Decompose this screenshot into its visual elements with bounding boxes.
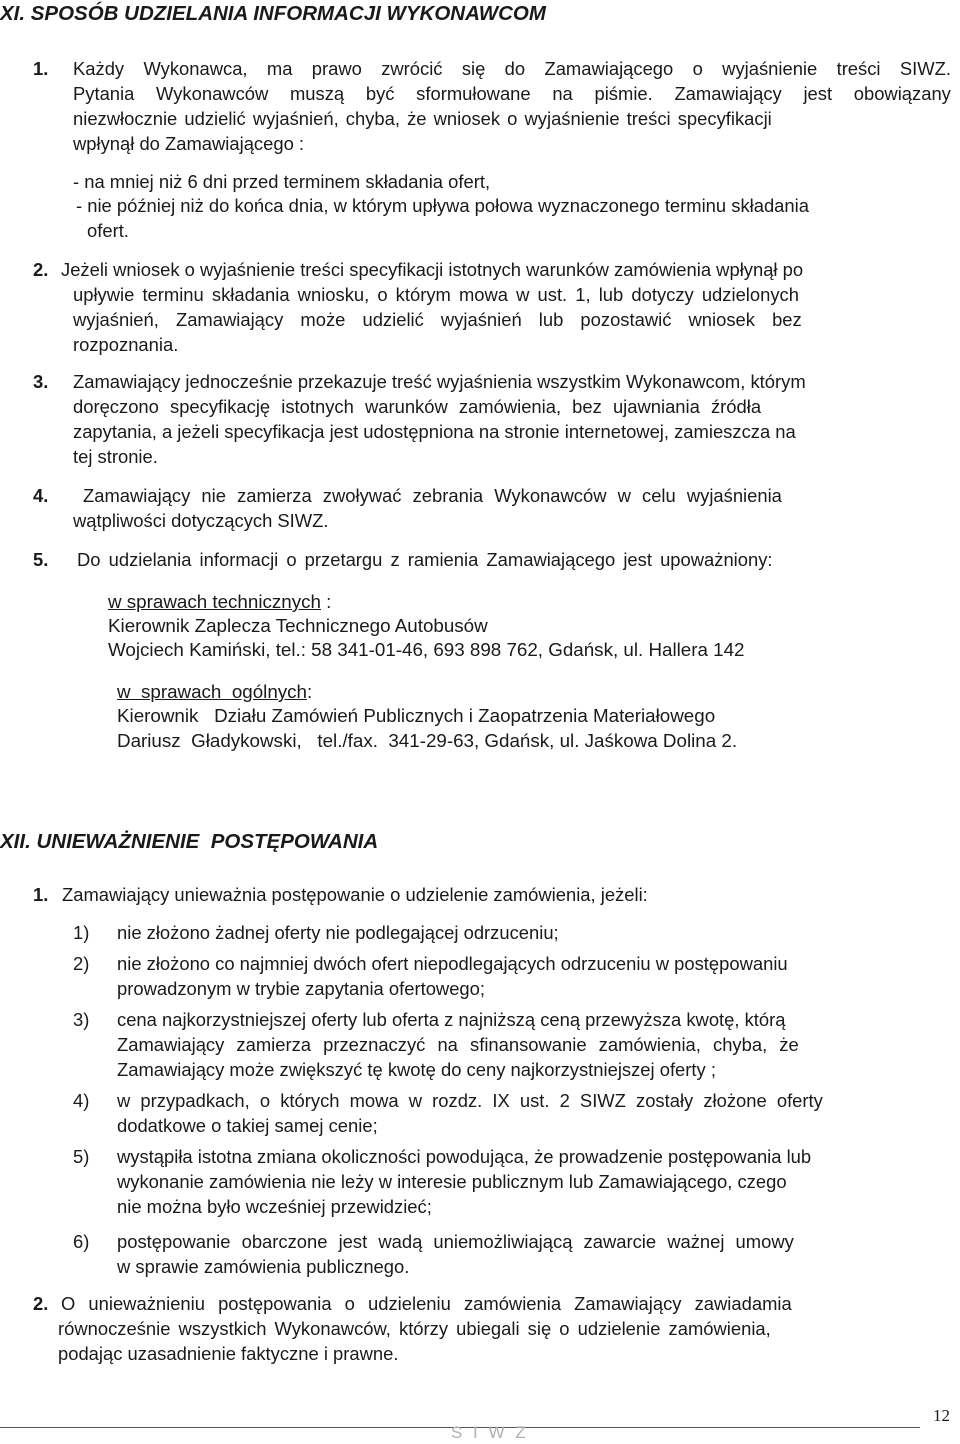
paragraph-line: wyjaśnień, Zamawiający może udzielić wyjaśnień lub pozostawić wniosek bez: [73, 309, 802, 330]
word: jest: [803, 83, 833, 104]
word: obowiązany: [853, 83, 951, 104]
point-number: 1.: [33, 58, 49, 79]
word: Wykonawca,: [143, 58, 248, 79]
point-number: 2.: [33, 259, 49, 280]
footer-label: S I W Z: [451, 1423, 529, 1442]
point-number: 4.: [33, 485, 49, 506]
paragraph-line: Zamawiający unieważnia postępowanie o udzielenie zamówienia, jeżeli:: [62, 884, 648, 905]
contact-technical-position: Kierownik Zaplecza Technicznego Autobusów: [108, 615, 488, 636]
paragraph-line: zapytania, a jeżeli specyfikacja jest udostępniona na stronie internetowej, zamieszcza na: [73, 421, 796, 442]
list-item-number: 3): [73, 1009, 90, 1030]
list-item-line: prowadzonym w trybie zapytania ofertowego;: [117, 978, 486, 999]
contact-technical-person: Wojciech Kamiński, tel.: 58 341-01-46, 693 898 762, Gdańsk, ul. Hallera 142: [108, 639, 745, 660]
paragraph-line: Zamawiający jednocześnie przekazuje treść wyjaśnienia wszystkim Wykonawcom, którym: [73, 371, 806, 392]
point-number: 1.: [33, 884, 49, 905]
list-item-line: w przypadkach, o których mowa w rozdz. IX ust. 2 SIWZ zostały złożone oferty: [117, 1090, 823, 1111]
word: SIWZ.: [899, 58, 951, 79]
word: Zamawiającego: [544, 58, 674, 79]
word: wyjaśnienie: [722, 58, 818, 79]
word: o: [692, 58, 703, 79]
word: do: [504, 58, 526, 79]
paragraph-line: wpłynął do Zamawiającego :: [73, 133, 305, 154]
paragraph-line: Zamawiający nie zamierza zwoływać zebrania Wykonawców w celu wyjaśnienia: [83, 485, 782, 506]
paragraph-line: Do udzielania informacji o przetargu z ramienia Zamawiającego jest upoważniony:: [77, 549, 773, 570]
word: muszą: [289, 83, 345, 104]
word: Pytania: [73, 83, 135, 104]
contact-general-position: Kierownik Działu Zamówień Publicznych i Zaopatrzenia Materiałowego: [117, 705, 716, 726]
paragraph-line: O unieważnieniu postępowania o udzieleniu zamówienia Zamawiający zawiadamia: [61, 1293, 792, 1314]
list-item-number: 1): [73, 922, 90, 943]
word: być: [365, 83, 395, 104]
word: się: [461, 58, 486, 79]
contact-technical-heading: w sprawach technicznych :: [108, 591, 332, 612]
paragraph-line: - na mniej niż 6 dni przed terminem składania ofert,: [73, 171, 491, 192]
paragraph-line: podając uzasadnienie faktyczne i prawne.: [58, 1343, 399, 1364]
word: ma: [266, 58, 293, 79]
paragraph-line: niezwłocznie udzielić wyjaśnień, chyba, że wniosek o wyjaśnienie treści specyfikacji: [73, 108, 772, 129]
paragraph-line: tej stronie.: [73, 446, 158, 467]
section-title: XI. SPOSÓB UDZIELANIA INFORMACJI WYKONAWCOM: [0, 2, 546, 25]
word: Każdy: [73, 58, 125, 79]
word: Wykonawców: [156, 83, 269, 104]
list-item-number: 4): [73, 1090, 90, 1111]
list-item-line: wykonanie zamówienia nie leży w interesie publicznym lub Zamawiającego, czego: [117, 1171, 787, 1192]
word: Zamawiający: [674, 83, 782, 104]
list-item-line: wystąpiła istotna zmiana okoliczności powodująca, że prowadzenie postępowania lub: [117, 1146, 812, 1167]
paragraph-line: - nie później niż do końca dnia, w którym upływa połowa wyznaczonego terminu składania: [76, 195, 809, 216]
word: piśmie.: [594, 83, 653, 104]
word: na: [552, 83, 573, 104]
list-item-line: postępowanie obarczone jest wadą uniemożliwiającą zawarcie ważnej umowy: [117, 1231, 794, 1252]
paragraph-line: rozpoznania.: [73, 334, 179, 355]
list-item-number: 5): [73, 1146, 90, 1167]
paragraph-line: [73, 82, 951, 106]
list-item-line: cena najkorzystniejszej oferty lub oferta z najniższą ceną przewyższa kwotę, którą: [117, 1009, 786, 1030]
section-title: XII. UNIEWAŻNIENIE POSTĘPOWANIA: [0, 830, 379, 853]
word: treści: [836, 58, 881, 79]
point-number: 3.: [33, 371, 49, 392]
list-item-line: nie złożono co najmniej dwóch ofert niepodlegających odrzuceniu w postępowaniu: [117, 953, 788, 974]
word: sformułowane: [416, 83, 531, 104]
list-item-line: nie złożono żadnej oferty nie podlegającej odrzuceniu;: [117, 922, 559, 943]
list-item-line: Zamawiający może zwiększyć tę kwotę do ceny najkorzystniejszej oferty ;: [117, 1059, 716, 1080]
point-number: 2.: [33, 1293, 49, 1314]
paragraph-line: ofert.: [87, 220, 129, 241]
list-item-number: 6): [73, 1231, 90, 1252]
paragraph-line: Jeżeli wniosek o wyjaśnienie treści specyfikacji istotnych warunków zamówienia wpłynął po: [61, 259, 804, 280]
contact-general-heading: w sprawach ogólnych:: [117, 681, 313, 702]
point-number: 5.: [33, 549, 49, 570]
paragraph-line: [73, 57, 951, 81]
list-item-number: 2): [73, 953, 90, 974]
contact-general-person: Dariusz Gładykowski, tel./fax. 341-29-63, Gdańsk, ul. Jaśkowa Dolina 2.: [117, 730, 738, 751]
list-item-line: w sprawie zamówienia publicznego.: [117, 1256, 410, 1277]
list-item-line: nie można było wcześniej przewidzieć;: [117, 1196, 432, 1217]
paragraph-line: wątpliwości dotyczących SIWZ.: [73, 510, 329, 531]
list-item-line: Zamawiający zamierza przeznaczyć na sfinansowanie zamówienia, chyba, że: [117, 1034, 799, 1055]
word: zwrócić: [381, 58, 443, 79]
page-number: 12: [933, 1406, 950, 1425]
paragraph-line: upływie terminu składania wniosku, o którym mowa w ust. 1, lub dotyczy udzielonych: [73, 284, 799, 305]
list-item-line: dodatkowe o takiej samej cenie;: [117, 1115, 378, 1136]
paragraph-line: doręczono specyfikację istotnych warunków zamówienia, bez ujawniania źródła: [73, 396, 762, 417]
paragraph-line: równocześnie wszystkich Wykonawców, którzy ubiegali się o udzielenie zamówienia,: [58, 1318, 771, 1339]
word: prawo: [311, 58, 362, 79]
